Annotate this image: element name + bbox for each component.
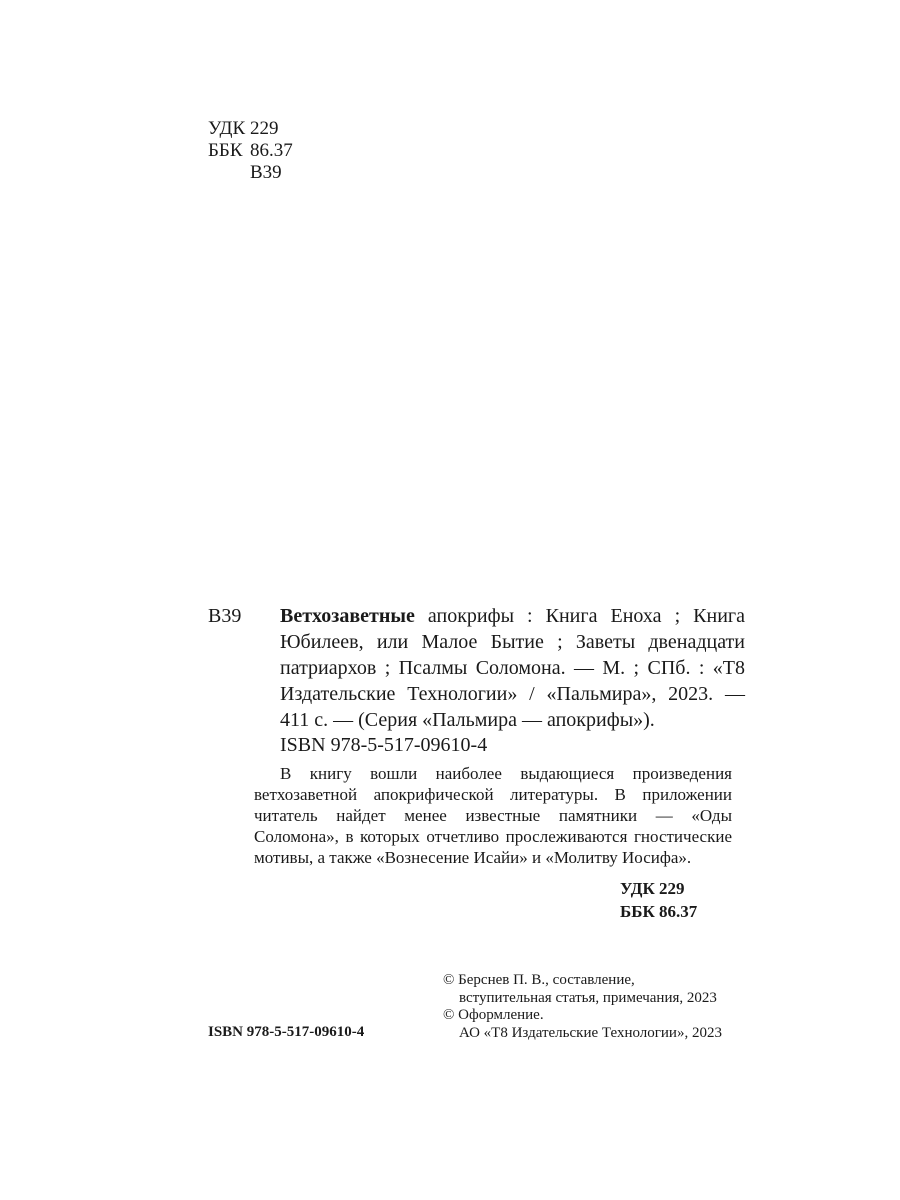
bbk-row (208, 140, 293, 162)
bibliographic-record (208, 603, 745, 733)
bbk-value: 86.37 (250, 140, 293, 161)
copyright-line-4: АО «Т8 Издательские Технологии», 2023 (459, 1024, 722, 1041)
udk-bottom: УДК 229 (620, 879, 685, 898)
bibliographic-description (280, 603, 745, 733)
annotation: В книгу вошли наиболее выдающиеся произведения ветхозаветной апокрифической литературы. В приложении читатель найдет менее известные памятники — «Оды Соломона», в которых отчетливо прослеживаются гностические мотивы, а также «Вознесение Исайи» и «Молитву Иосифа». (254, 764, 732, 867)
isbn-line: ISBN 978-5-517-09610-4 (280, 734, 488, 756)
isbn-bottom: ISBN 978-5-517-09610-4 (208, 1024, 365, 1040)
author-code: В39 (250, 162, 282, 183)
classification-footer (620, 877, 732, 923)
udk-row (208, 118, 293, 140)
classification-header (208, 118, 293, 184)
author-code-row (208, 162, 293, 184)
record-description: апокрифы : Книга Еноха ; Книга Юбилеев, или Малое Бытие ; Заветы двенадцати патриархов ; Псалмы Соломона. — М. ; СПб. : «Т8 Издательские Технологии» / «Пальмира», 2023. — 411 с. — (Серия «Пальмира — апокрифы»). (280, 605, 745, 731)
copyright-line-2: вступительная статья, примечания, 2023 (459, 989, 717, 1006)
copyright-line-3: © Оформление. (443, 1007, 544, 1023)
copyright-block (443, 972, 722, 1042)
bbk-bottom: ББК 86.37 (620, 902, 698, 921)
udk-value: 229 (250, 118, 279, 139)
record-author-code: В39 (208, 605, 242, 627)
bbk-label: ББК (208, 140, 243, 161)
udk-label: УДК (208, 118, 246, 139)
copyright-line-1: © Берснев П. В., составление, (443, 972, 635, 988)
record-title: Ветхозаветные (280, 605, 415, 627)
